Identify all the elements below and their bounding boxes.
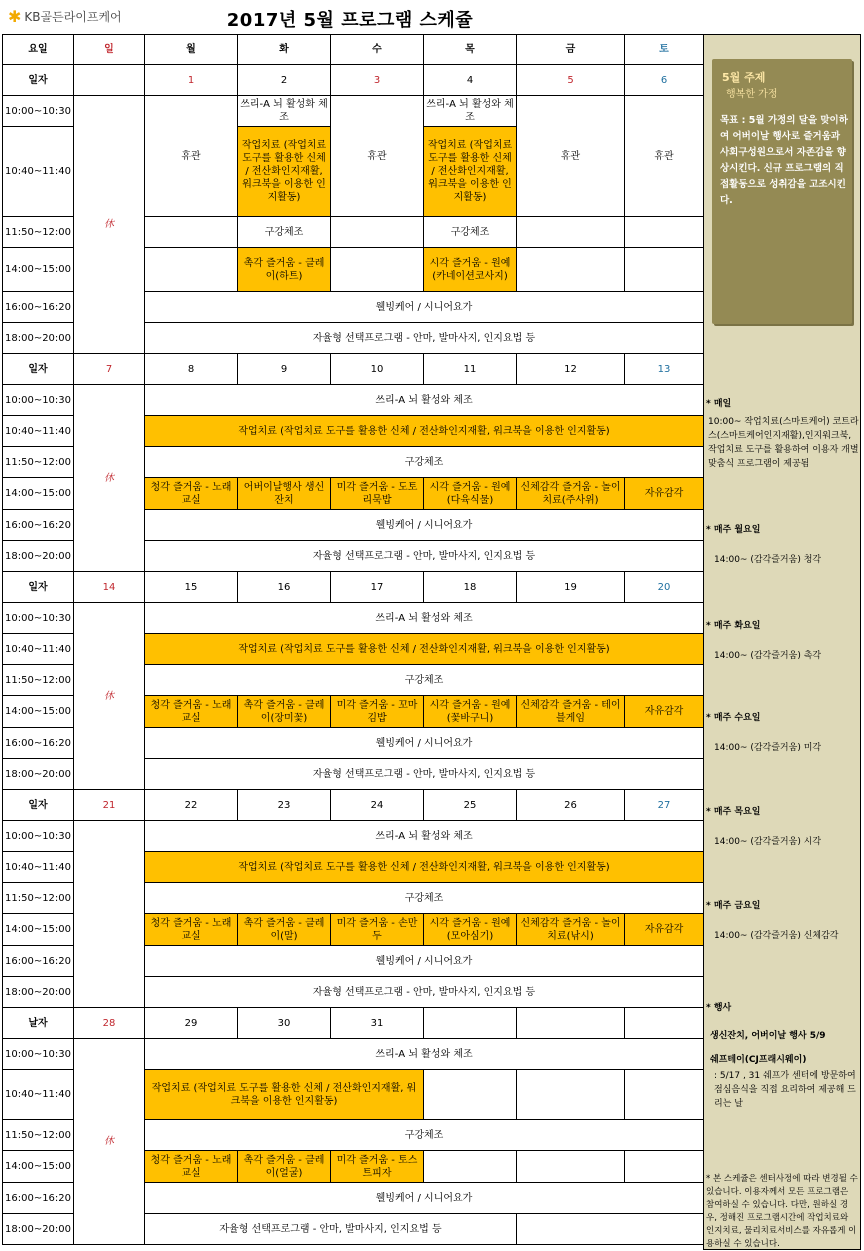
program-cell: 자율형 선택프로그램 - 안마, 발마사지, 인지요법 등 bbox=[145, 977, 704, 1008]
program-cell: 미각 즐거움 - 토스트피자 bbox=[331, 1151, 424, 1183]
kb-star-icon: ✱ bbox=[8, 6, 22, 26]
program-cell: 자율형 선택프로그램 - 안마, 발마사지, 인지요법 등 bbox=[145, 759, 704, 790]
header-thu: 목 bbox=[424, 35, 517, 65]
empty-cell bbox=[424, 1008, 517, 1039]
date-cell: 7 bbox=[74, 354, 145, 385]
program-cell: 촉각 즐거움 - 클레이(얼굴) bbox=[238, 1151, 331, 1183]
program-cell: 작업치료 (작업치료 도구를 활용한 신체 / 전산화인지재활, 워크북을 이용한 인지활동) bbox=[145, 1070, 424, 1120]
program-cell: 자유감각 bbox=[625, 478, 704, 510]
date-cell: 23 bbox=[238, 790, 331, 821]
empty-cell bbox=[517, 1214, 704, 1245]
time-cell: 10:00~10:30 bbox=[3, 385, 74, 416]
holiday-cell: 휴관 bbox=[517, 96, 625, 217]
date-cell: 9 bbox=[238, 354, 331, 385]
program-cell: 웰빙케어 / 시니어요가 bbox=[145, 946, 704, 977]
week4-slot1 bbox=[3, 821, 704, 852]
empty-cell bbox=[331, 248, 424, 292]
program-cell: 웰빙케어 / 시니어요가 bbox=[145, 292, 704, 323]
empty-cell bbox=[145, 217, 238, 248]
time-cell: 18:00~20:00 bbox=[3, 1214, 74, 1245]
time-cell: 14:00~15:00 bbox=[3, 914, 74, 946]
week5-slot1 bbox=[3, 1039, 704, 1070]
program-cell: 촉각 즐거움 - 클레이(장미꽃) bbox=[238, 696, 331, 728]
time-cell: 18:00~20:00 bbox=[3, 977, 74, 1008]
empty-cell bbox=[331, 217, 424, 248]
week1-date-row bbox=[3, 65, 704, 96]
program-cell: 미각 즐거움 - 손만두 bbox=[331, 914, 424, 946]
empty-cell bbox=[625, 1070, 704, 1120]
time-cell: 16:00~16:20 bbox=[3, 510, 74, 541]
note-daily: 10:00~ 작업치료(스마트케어) 코트라스(스마트케어인지재활),인지워크북, 작업치료 도구를 활용하여 이용자 개별 맞춤식 프로그램이 제공됨 bbox=[708, 417, 859, 469]
time-cell: 10:40~11:40 bbox=[3, 634, 74, 665]
date-empty bbox=[74, 65, 145, 96]
program-cell: 웰빙케어 / 시니어요가 bbox=[145, 1183, 704, 1214]
time-cell: 18:00~20:00 bbox=[3, 541, 74, 572]
week2-date-row bbox=[3, 354, 704, 385]
program-cell: 쓰리-A 뇌 활성와 체조 bbox=[424, 96, 517, 127]
empty-cell bbox=[625, 1008, 704, 1039]
date-cell: 6 bbox=[625, 65, 704, 96]
time-cell: 14:00~15:00 bbox=[3, 478, 74, 510]
program-cell: 신체감각 즐거움 - 놀이치료(낚시) bbox=[517, 914, 625, 946]
program-cell: 쓰리-A 뇌 활성화 체조 bbox=[238, 96, 331, 127]
program-cell: 청각 즐거움 - 노래교실 bbox=[145, 1151, 238, 1183]
program-cell: 구강체조 bbox=[145, 447, 704, 478]
rest-day-cell: 休 bbox=[74, 385, 145, 572]
week1-slot1 bbox=[3, 96, 704, 127]
empty-cell bbox=[625, 1151, 704, 1183]
note-wed: 14:00~ (감각즐거움) 미각 bbox=[714, 743, 822, 753]
time-cell: 10:40~11:40 bbox=[3, 852, 74, 883]
date-cell: 15 bbox=[145, 572, 238, 603]
week5-date-row bbox=[3, 1008, 704, 1039]
program-cell: 작업치료 (작업치료 도구를 활용한 신체 / 전산화인지재활, 워크북을 이용한 인지활동) bbox=[145, 416, 704, 447]
empty-cell bbox=[517, 1151, 625, 1183]
program-cell: 구강체조 bbox=[238, 217, 331, 248]
program-cell: 작업치료 (작업치료 도구를 활용한 신체 / 전산화인지재활, 워크북을 이용한 인지활동) bbox=[145, 634, 704, 665]
date-label: 일자 bbox=[3, 790, 74, 821]
date-cell: 22 bbox=[145, 790, 238, 821]
empty-cell bbox=[625, 217, 704, 248]
program-cell: 청각 즐거움 - 노래교실 bbox=[145, 478, 238, 510]
program-cell: 구강체조 bbox=[145, 883, 704, 914]
date-cell: 21 bbox=[74, 790, 145, 821]
date-cell: 2 bbox=[238, 65, 331, 96]
program-cell: 시각 즐거움 - 원예(꽃바구니) bbox=[424, 696, 517, 728]
holiday-cell: 휴관 bbox=[331, 96, 424, 217]
date-cell: 18 bbox=[424, 572, 517, 603]
date-cell: 10 bbox=[331, 354, 424, 385]
time-cell: 10:00~10:30 bbox=[3, 96, 74, 127]
time-cell: 10:40~11:40 bbox=[3, 127, 74, 217]
note-thu: 14:00~ (감각즐거움) 시각 bbox=[714, 837, 822, 847]
rest-day-cell: 休 bbox=[74, 1039, 145, 1245]
header-label: 요일 bbox=[3, 35, 74, 65]
program-cell: 청각 즐거움 - 노래교실 bbox=[145, 914, 238, 946]
program-cell: 자유감각 bbox=[625, 914, 704, 946]
empty-cell bbox=[517, 1008, 625, 1039]
date-cell: 12 bbox=[517, 354, 625, 385]
program-cell: 시각 즐거움 - 원예(카네이션코사지) bbox=[424, 248, 517, 292]
theme-subtitle: 행복한 가정 bbox=[726, 89, 778, 100]
date-label: 일자 bbox=[3, 65, 74, 96]
program-cell: 어버이날행사 생신잔치 bbox=[238, 478, 331, 510]
program-cell: 구강체조 bbox=[145, 665, 704, 696]
program-cell: 작업치료 (작업치료 도구를 활용한 신체 / 전산화인지재활, 워크북을 이용한 인지활동) bbox=[145, 852, 704, 883]
time-cell: 14:00~15:00 bbox=[3, 248, 74, 292]
program-cell: 미각 즐거움 - 도토리묵밥 bbox=[331, 478, 424, 510]
time-cell: 14:00~15:00 bbox=[3, 1151, 74, 1183]
note-daily-heading: * 매일 bbox=[706, 399, 732, 409]
week3-slot1 bbox=[3, 603, 704, 634]
program-cell: 쓰리-A 뇌 활성와 체조 bbox=[145, 821, 704, 852]
header-fri: 금 bbox=[517, 35, 625, 65]
program-cell: 자율형 선택프로그램 - 안마, 발마사지, 인지요법 등 bbox=[145, 323, 704, 354]
date-cell: 19 bbox=[517, 572, 625, 603]
week2-slot1 bbox=[3, 385, 704, 416]
theme-title: 5월 주제 bbox=[722, 71, 766, 84]
week3-date-row bbox=[3, 572, 704, 603]
holiday-cell: 휴관 bbox=[625, 96, 704, 217]
note-event2: 쉐프테이(CJ프래시웨이) bbox=[710, 1055, 807, 1065]
weekday-header-row bbox=[3, 35, 704, 65]
date-cell: 17 bbox=[331, 572, 424, 603]
program-cell: 자율형 선택프로그램 - 안마, 발마사지, 인지요법 등 bbox=[145, 541, 704, 572]
date-cell: 5 bbox=[517, 65, 625, 96]
note-thu-heading: * 매주 목요일 bbox=[706, 807, 761, 817]
rest-day-cell: 休 bbox=[74, 603, 145, 790]
header-wed: 수 bbox=[331, 35, 424, 65]
header-sat: 토 bbox=[625, 35, 704, 65]
program-cell: 쓰리-A 뇌 활성와 체조 bbox=[145, 385, 704, 416]
note-mon: 14:00~ (감각즐거움) 청각 bbox=[714, 555, 822, 565]
week4-date-row bbox=[3, 790, 704, 821]
program-cell: 구강체조 bbox=[145, 1120, 704, 1151]
note-event3: : 5/17 , 31 쉐프가 센터에 방문하여 점심음식을 직접 요리하여 제공해 드리는 날 bbox=[714, 1071, 856, 1109]
note-fri: 14:00~ (감각즐거움) 신체감각 bbox=[714, 931, 839, 941]
time-cell: 16:00~16:20 bbox=[3, 728, 74, 759]
program-cell: 구강체조 bbox=[424, 217, 517, 248]
date-cell: 31 bbox=[331, 1008, 424, 1039]
date-cell: 27 bbox=[625, 790, 704, 821]
note-mon-heading: * 매주 월요일 bbox=[706, 525, 761, 535]
note-fri-heading: * 매주 금요일 bbox=[706, 901, 761, 911]
program-cell: 쓰리-A 뇌 활성와 체조 bbox=[145, 1039, 704, 1070]
time-cell: 18:00~20:00 bbox=[3, 759, 74, 790]
program-cell: 작업치료 (작업치료 도구를 활용한 신체 / 전산화인지재활, 워크북을 이용한 인지활동) bbox=[238, 127, 331, 217]
date-cell: 16 bbox=[238, 572, 331, 603]
page-title: 2017년 5월 프로그램 스케쥴 bbox=[226, 10, 474, 31]
note-tue-heading: * 매주 화요일 bbox=[706, 621, 761, 631]
program-cell: 촉각 즐거움 - 클레이(하트) bbox=[238, 248, 331, 292]
theme-goal: 목표 : 5월 가정의 달을 맞이하여 어버이날 행사로 즐거움과 사회구성원으로서 자존감을 향상시킨다. 신규 프로그램의 직접활동으로 성취감을 고조시킨다. bbox=[720, 115, 848, 206]
sidebar-notes bbox=[703, 34, 861, 1250]
header-sun: 일 bbox=[74, 35, 145, 65]
date-cell: 1 bbox=[145, 65, 238, 96]
header-tue: 화 bbox=[238, 35, 331, 65]
date-label: 일자 bbox=[3, 572, 74, 603]
holiday-cell: 휴관 bbox=[145, 96, 238, 217]
empty-cell bbox=[424, 1151, 517, 1183]
program-cell: 웰빙케어 / 시니어요가 bbox=[145, 728, 704, 759]
date-cell: 20 bbox=[625, 572, 704, 603]
program-cell: 청각 즐거움 - 노래교실 bbox=[145, 696, 238, 728]
rest-day-cell bbox=[74, 821, 145, 1008]
time-cell: 10:40~11:40 bbox=[3, 1070, 74, 1120]
program-cell: 자유감각 bbox=[625, 696, 704, 728]
program-cell: 웰빙케어 / 시니어요가 bbox=[145, 510, 704, 541]
date-cell: 28 bbox=[74, 1008, 145, 1039]
program-cell: 신체감각 즐거움 - 놀이치료(주사위) bbox=[517, 478, 625, 510]
time-cell: 10:40~11:40 bbox=[3, 416, 74, 447]
date-cell: 14 bbox=[74, 572, 145, 603]
date-cell: 26 bbox=[517, 790, 625, 821]
program-cell: 시각 즐거움 - 원예(다육식물) bbox=[424, 478, 517, 510]
program-cell: 미각 즐거움 - 꼬마김밥 bbox=[331, 696, 424, 728]
note-event1: 생신잔치, 어버이날 행사 5/9 bbox=[710, 1031, 826, 1041]
empty-cell bbox=[517, 217, 625, 248]
program-cell: 쓰리-A 뇌 활성와 체조 bbox=[145, 603, 704, 634]
time-cell: 16:00~16:20 bbox=[3, 292, 74, 323]
time-cell: 14:00~15:00 bbox=[3, 696, 74, 728]
time-cell: 10:00~10:30 bbox=[3, 1039, 74, 1070]
time-cell: 11:50~12:00 bbox=[3, 883, 74, 914]
note-tue: 14:00~ (감각즐거움) 촉각 bbox=[714, 651, 822, 661]
program-cell: 촉각 즐거움 - 클레이(말) bbox=[238, 914, 331, 946]
time-cell: 10:00~10:30 bbox=[3, 603, 74, 634]
time-cell: 16:00~16:20 bbox=[3, 1183, 74, 1214]
note-footnote: * 본 스케쥴은 센터사정에 따라 변경될 수 있습니다. 이용자께서 모든 프로그램은 참여하실 수 있습니다. 다만, 원하실 경우, 정해진 프로그램시간에 작업치료와 인지치료, 물리치료서비스를 자유롭게 이용하실 수 있습니다. bbox=[706, 1174, 858, 1249]
empty-cell bbox=[625, 248, 704, 292]
header-mon: 월 bbox=[145, 35, 238, 65]
time-cell: 11:50~12:00 bbox=[3, 217, 74, 248]
time-cell: 18:00~20:00 bbox=[3, 323, 74, 354]
time-cell: 11:50~12:00 bbox=[3, 447, 74, 478]
empty-cell bbox=[517, 248, 625, 292]
date-cell: 11 bbox=[424, 354, 517, 385]
empty-cell bbox=[145, 248, 238, 292]
date-cell: 3 bbox=[331, 65, 424, 96]
date-cell: 24 bbox=[331, 790, 424, 821]
program-cell: 자율형 선택프로그램 - 안마, 발마사지, 인지요법 등 bbox=[145, 1214, 517, 1245]
note-wed-heading: * 매주 수요일 bbox=[706, 713, 761, 723]
time-cell: 11:50~12:00 bbox=[3, 665, 74, 696]
date-cell: 8 bbox=[145, 354, 238, 385]
theme-box bbox=[712, 59, 852, 324]
empty-cell bbox=[517, 1070, 625, 1120]
date-cell: 29 bbox=[145, 1008, 238, 1039]
time-cell: 11:50~12:00 bbox=[3, 1120, 74, 1151]
rest-day-cell: 休 bbox=[74, 96, 145, 354]
date-cell: 4 bbox=[424, 65, 517, 96]
time-cell: 16:00~16:20 bbox=[3, 946, 74, 977]
note-event-heading: * 행사 bbox=[706, 1003, 732, 1013]
date-cell: 13 bbox=[625, 354, 704, 385]
program-cell: 신체감각 즐거움 - 테이블게임 bbox=[517, 696, 625, 728]
page-header bbox=[0, 0, 864, 34]
logo-text: KB골든라이프케어 bbox=[24, 10, 122, 24]
empty-cell bbox=[424, 1070, 517, 1120]
date-label: 일자 bbox=[3, 354, 74, 385]
date-cell: 30 bbox=[238, 1008, 331, 1039]
schedule-table bbox=[2, 34, 704, 1245]
program-cell: 작업치료 (작업치료 도구를 활용한 신체 / 전산화인지재활, 워크북을 이용한 인 지활동) bbox=[424, 127, 517, 217]
date-cell: 25 bbox=[424, 790, 517, 821]
time-cell: 10:00~10:30 bbox=[3, 821, 74, 852]
program-cell: 시각 즐거움 - 원예(모아심기) bbox=[424, 914, 517, 946]
date-label: 날자 bbox=[3, 1008, 74, 1039]
